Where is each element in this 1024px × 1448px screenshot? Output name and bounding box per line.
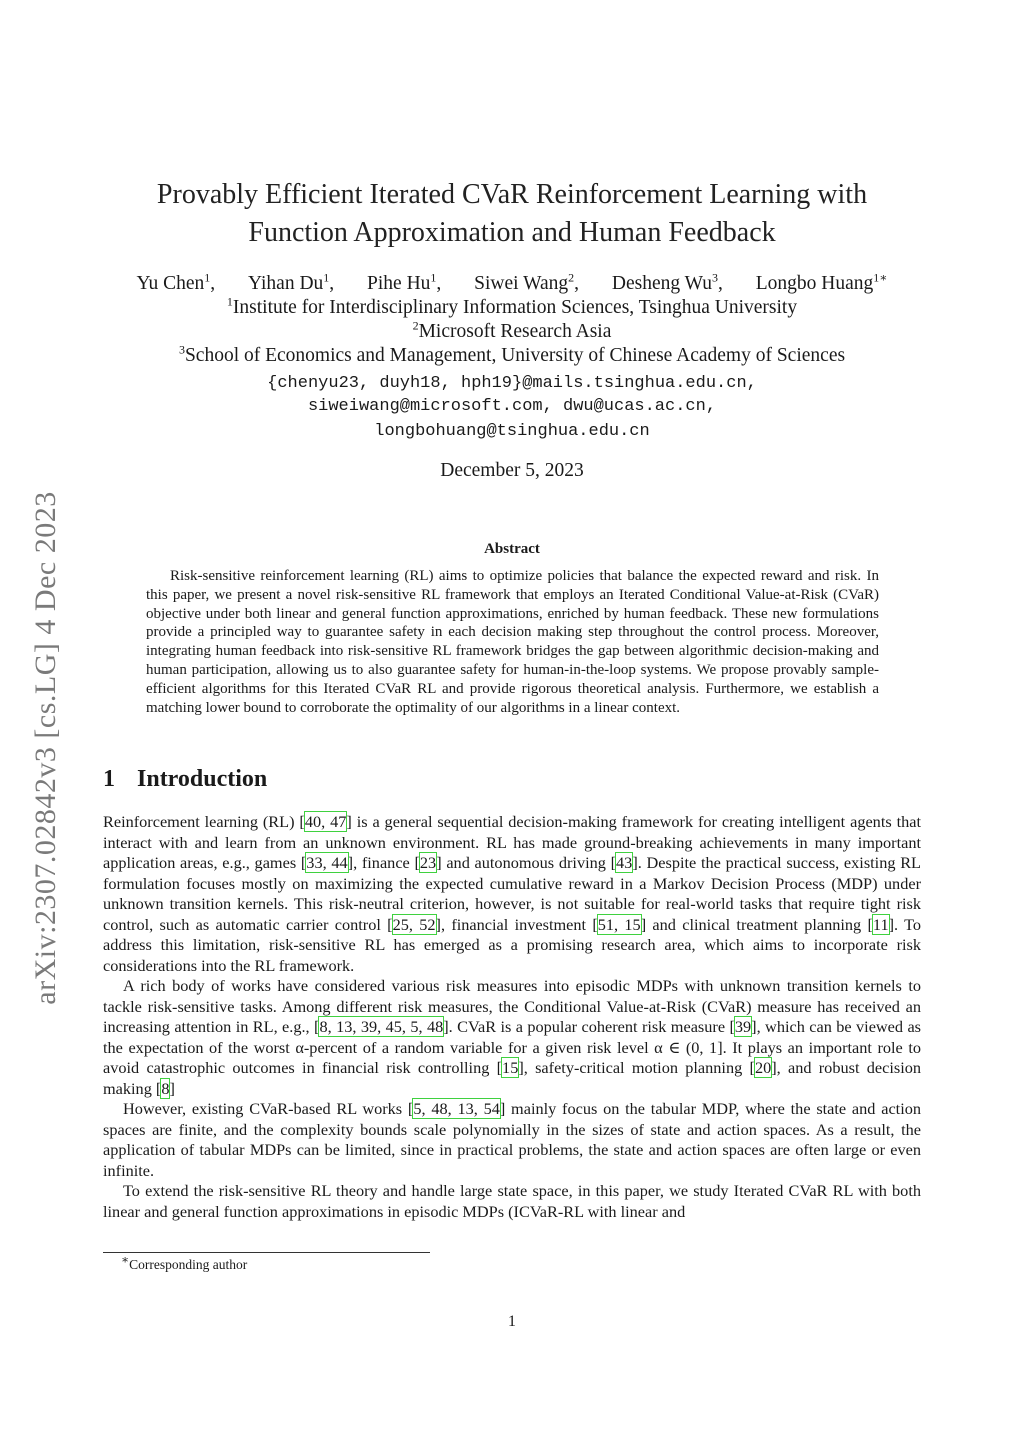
author: Longbo Huang$^{1∗}$ [755, 270, 888, 294]
section-number: 1 [103, 766, 115, 792]
paragraph: Reinforcement learning (RL) [40, 47] is a general sequential decision-making framework for creating intelligent agents that interact with and learn from an unknown environment. RL has made ground-breaking achievements in many important application areas, e.g., games [33, 44], finance [23] and autonomous driving [43]. Despite the practical success, existing RL formulation focuses mostly on maximizing the expected cumulative reward in a Markov Decision Process (MDP) under unknown transition kernels. This risk-neutral criterion, however, is not suitable for real-world tasks that require tight risk control, such as automatic carrier control [25, 52], financial investment [51, 15] and clinical treatment planning [11]. To address this limitation, risk-sensitive RL has emerged as a promising research area, which aims to incorporate risk considerations into the RL framework. [103, 812, 922, 975]
author: Desheng Wu$^3$, [611, 270, 723, 294]
paper-title [100, 176, 924, 252]
paragraph: However, existing CVaR-based RL works [5, 48, 13, 54] mainly focus on the tabular MDP, where the state and action spaces are finite, and the complexity bounds scale polynomially in the sizes of state and action spaces. As a result, the application of tabular MDPs can be limited, since in practical problems, the state and action spaces are often large or even infinite. [103, 1099, 921, 1180]
affiliation: $^3$School of Economics and Management, University of Chinese Academy of Sciences [178, 342, 846, 366]
citation-link[interactable]: 51, 15 [597, 914, 641, 934]
paper-date: December 5, 2023 [440, 460, 584, 481]
section-title: Introduction [137, 766, 268, 792]
citation-link[interactable]: 23 [419, 853, 437, 872]
page-number: 1 [507, 1311, 517, 1330]
citation-link[interactable]: 25, 52 [392, 914, 436, 934]
citation-link[interactable]: 8 [161, 1078, 170, 1098]
abstract-text: Risk-sensitive reinforcement learning (RL) aims to optimize policies that balance the expected reward and risk. In this paper, we present a novel risk-sensitive RL framework that employs an Iterated Conditional Value-at-Risk (CVaR) objective under both linear and general function approximations, enriched by human feedback. These new formulations provide a principled way to guarantee safety in each decision making step throughout the control process. Moreover, integrating human feedback into risk-sensitive RL framework bridges the gap between algorithmic decision-making and human participation, allowing us to also guarantee safety for human-in-the-loop systems. We propose provably sample-efficient algorithms for this Iterated CVaR RL and provide rigorous theoretical analysis. Furthermore, we establish a matching lower bound to corroborate the optimality of our algorithms in a linear context. [146, 568, 879, 716]
abstract-heading: Abstract [484, 541, 540, 557]
citation-link[interactable]: 40, 47 [304, 812, 347, 831]
arxiv-identifier: arXiv:2307.02842v3 [cs.LG] 4 Dec 2023 [29, 490, 62, 1005]
author: Pihe Hu$^1$, [367, 270, 442, 294]
citation-link[interactable]: 15 [502, 1058, 519, 1077]
footnote-divider [103, 1252, 430, 1253]
introduction-body [103, 812, 921, 1222]
author: Siwei Wang$^2$, [474, 270, 579, 294]
email-line-1: {chenyu23, duyh18, hph19}@mails.tsinghua.edu.cn, [267, 374, 757, 393]
email-line-3: longbohuang@tsinghua.edu.cn [374, 422, 650, 441]
title-line-1: Provably Efficient Iterated CVaR Reinforcement Learning with [156, 179, 868, 210]
affiliation: $^1$Institute for Interdisciplinary Information Sciences, Tsinghua University [226, 294, 798, 318]
citation-link[interactable]: 20 [754, 1058, 772, 1077]
section-heading [103, 766, 267, 793]
arxiv-sidebar [18, 455, 74, 1040]
citation-link[interactable]: 43 [616, 853, 633, 872]
title-line-2: Function Approximation and Human Feedback [248, 217, 776, 248]
email-line-2: siweiwang@microsoft.com, dwu@ucas.ac.cn, [307, 397, 717, 416]
citation-link[interactable]: 39 [734, 1017, 752, 1036]
citation-link[interactable]: 5, 48, 13, 54 [413, 1099, 500, 1118]
author-list [100, 272, 924, 296]
citation-link[interactable]: 11 [872, 914, 889, 934]
footnote: ∗Corresponding author [121, 1252, 248, 1272]
paragraph: To extend the risk-sensitive RL theory and handle large state space, in this paper, we study Iterated CVaR RL with both linear and general function approximations in episodic MDPs (ICVaR-RL with linear and [103, 1181, 921, 1221]
citation-link[interactable]: 33, 44 [306, 853, 348, 872]
affiliation: $^2$Microsoft Research Asia [412, 318, 612, 342]
author: Yihan Du$^1$, [248, 270, 335, 294]
citation-link[interactable]: 8, 13, 39, 45, 5, 48 [319, 1017, 444, 1036]
paragraph: A rich body of works have considered various risk measures into episodic MDPs with unknown transition kernels to tackle risk-sensitive tasks. Among different risk measures, the Conditional Value-at-Risk (CVaR) measure has received an increasing attention in RL, e.g., [8, 13, 39, 45, 5, 48]. CVaR is a popular coherent risk measure [39], which can be viewed as the expectation of the worst α-percent of a random variable for a given risk level α ∈ (0, 1]. It plays an important role to avoid catastrophic outcomes in financial risk controlling [15], safety-critical motion planning [20], and robust decision making [8] [103, 976, 922, 1098]
author: Yu Chen$^1$, [136, 270, 216, 294]
